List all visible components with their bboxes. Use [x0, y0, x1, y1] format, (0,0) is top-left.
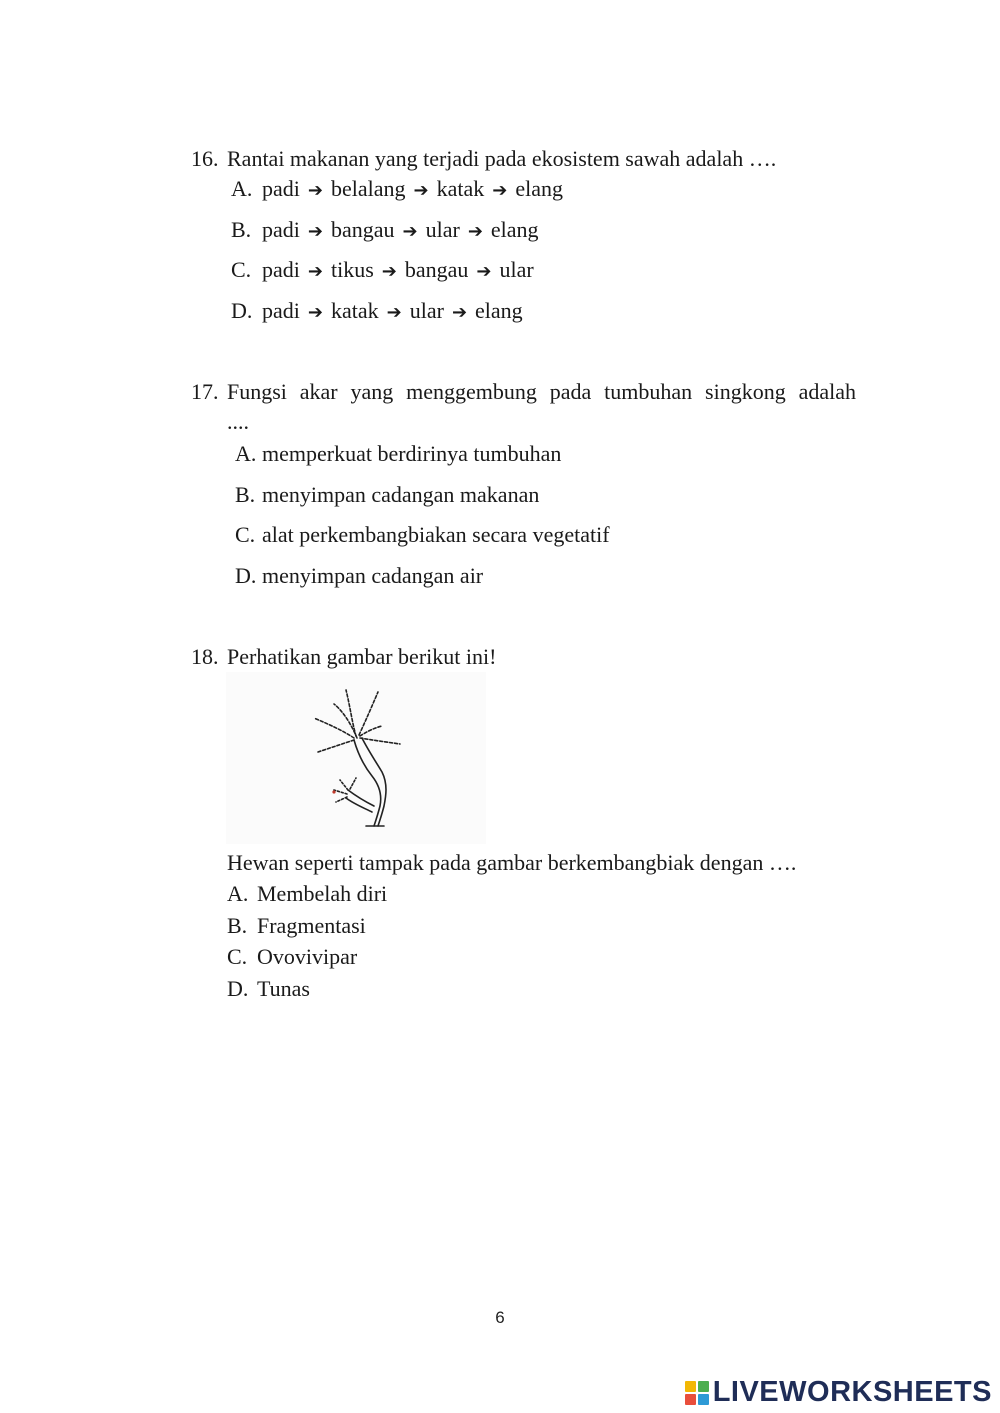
q18-option-a-letter: A.	[227, 881, 249, 906]
q18-option-c-text: Ovovivipar	[257, 944, 358, 969]
arrow-right-icon: ➔	[307, 221, 323, 242]
logo-square	[698, 1381, 709, 1392]
chain-item: bangau	[404, 257, 469, 282]
chain-item: ular	[409, 298, 444, 323]
logo-square	[698, 1394, 709, 1405]
q16-number: 16.	[191, 146, 219, 171]
q18-number: 18.	[191, 644, 219, 669]
q18-option-d-text: Tunas	[257, 976, 310, 1001]
liveworksheets-logo	[685, 1376, 992, 1409]
hydra-drawing	[226, 672, 486, 844]
arrow-right-icon: ➔	[413, 180, 429, 201]
chain-item: ular	[499, 257, 534, 282]
arrow-right-icon: ➔	[492, 180, 508, 201]
chain-item: katak	[330, 298, 379, 323]
q16-option-c-chain	[262, 257, 534, 285]
q18-option-d-letter: D.	[227, 976, 249, 1001]
chain-item: belalang	[330, 176, 406, 201]
hydra-illustration	[226, 672, 486, 844]
arrow-right-icon: ➔	[307, 261, 323, 282]
chain-item: padi	[262, 217, 300, 242]
logo-square	[685, 1381, 696, 1392]
q17-text-line1: Fungsi akar yang menggembung pada tumbuhan singkong adalah	[227, 379, 856, 404]
arrow-right-icon: ➔	[467, 221, 483, 242]
q18-option-b-text: Fragmentasi	[257, 913, 366, 938]
q17-option-b-text: menyimpan cadangan makanan	[262, 482, 540, 507]
q18-text: Perhatikan gambar berikut ini!	[227, 644, 497, 669]
chain-item: padi	[262, 176, 300, 201]
q18-option-c-letter: C.	[227, 944, 248, 969]
arrow-right-icon: ➔	[307, 180, 323, 201]
chain-item: padi	[262, 298, 300, 323]
chain-item: bangau	[330, 217, 395, 242]
q17-option-c-letter: C.	[235, 522, 256, 547]
chain-item: ular	[425, 217, 460, 242]
liveworksheets-text: LIVEWORKSHEETS	[712, 1376, 992, 1408]
q17-number: 17.	[191, 379, 219, 404]
q16-option-d-letter: D.	[231, 298, 253, 323]
q16-option-d-chain	[262, 298, 523, 326]
arrow-right-icon: ➔	[451, 302, 468, 323]
arrow-right-icon: ➔	[386, 302, 402, 323]
q17-option-c-text: alat perkembangbiakan secara vegetatif	[262, 522, 610, 547]
chain-item: elang	[475, 298, 523, 323]
chain-item: katak	[436, 176, 485, 201]
arrow-right-icon: ➔	[476, 261, 492, 282]
q16-option-b-chain	[262, 217, 539, 245]
q17-option-a-text: memperkuat berdirinya tumbuhan	[262, 441, 562, 466]
q17-option-d-letter: D.	[235, 563, 257, 588]
q17-option-a-letter: A.	[235, 441, 257, 466]
logo-square	[685, 1394, 696, 1405]
arrow-right-icon: ➔	[381, 261, 397, 282]
q16-option-c-letter: C.	[231, 257, 252, 282]
page-number: 6	[495, 1308, 505, 1327]
q16-option-b-letter: B.	[231, 217, 252, 242]
q18-option-b-letter: B.	[227, 913, 248, 938]
q16-option-a-letter: A.	[231, 176, 253, 201]
arrow-right-icon: ➔	[307, 302, 323, 323]
q17-option-b-letter: B.	[235, 482, 256, 507]
q17-option-d-text: menyimpan cadangan air	[262, 563, 484, 588]
q16-option-a-chain	[262, 176, 563, 204]
liveworksheets-mark-icon	[685, 1381, 709, 1405]
arrow-right-icon: ➔	[402, 221, 418, 242]
q18-option-a-text: Membelah diri	[257, 881, 388, 906]
q17-text-line2: ....	[227, 409, 249, 434]
chain-item: padi	[262, 257, 300, 282]
chain-item: elang	[490, 217, 539, 242]
chain-item: tikus	[330, 257, 374, 282]
q16-text: Rantai makanan yang terjadi pada ekosistem sawah adalah ….	[227, 146, 777, 171]
q18-question: Hewan seperti tampak pada gambar berkembangbiak dengan ….	[227, 850, 797, 875]
chain-item: elang	[515, 176, 564, 201]
